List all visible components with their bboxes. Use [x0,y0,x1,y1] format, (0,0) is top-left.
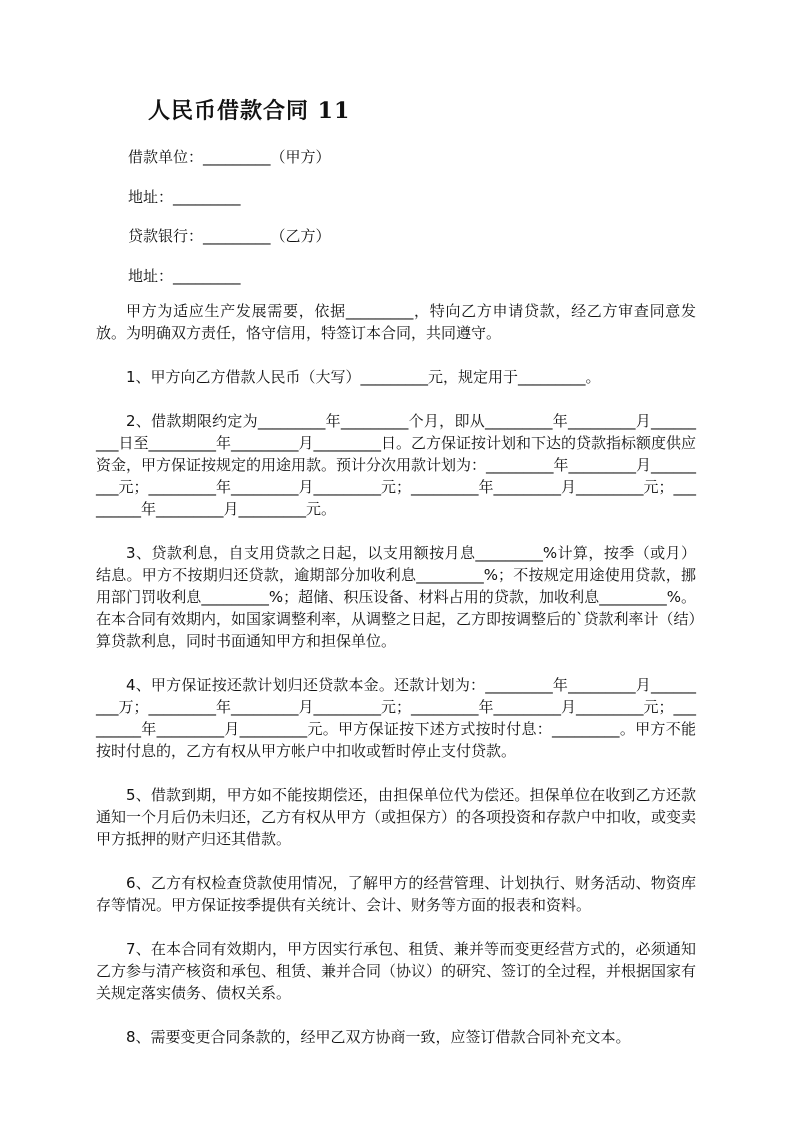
clause-7-paragraph: 7、在本合同有效期内，甲方因实行承包、租赁、兼并等而变更经营方式的，必须通知乙方参与清产核资和承包、租赁、兼并合同（协议）的研究、签订的全过程，并根据国家有关规定落实债务、债权关系。 [96,940,697,1002]
clause-2-paragraph: 2、借款期限约定为_________年_________个月，即从_________年_________月_________日至_________年_________月_________日。乙方保证按计划和下达的贷款指标额度供应资金，甲方保证按规定的用途用款。预计分次用款计划为：_________年_________月_________元；_________年_________月_________元；_________年_________月_________元；_________年_________月_________元。 [96,412,697,518]
contract-body [96,300,696,1070]
document-title: 人民币借款合同 11 [148,98,351,124]
clause-5-paragraph: 5、借款到期，甲方如不能按期偿还，由担保单位代为偿还。担保单位在收到乙方还款通知一个月后仍未归还，乙方有权从甲方（或担保方）的各项投资和存款户中扣收，或变卖甲方抵押的财产归还其借款。 [96,786,697,848]
preamble-paragraph: 甲方为适应生产发展需要，依据_________，特向乙方申请贷款，经乙方审查同意发放。为明确双方责任，恪守信用，特签订本合同，共同遵守。 [96,302,696,342]
clause-6-paragraph: 6、乙方有权检查贷款使用情况，了解甲方的经营管理、计划执行、财务活动、物资库存等情况。甲方保证按季提供有关统计、会计、财务等方面的报表和资料。 [96,874,696,914]
clause-3-paragraph: 3、贷款利息，自支用贷款之日起，以支用额按月息_________%计算，按季（或月）结息。甲方不按期归还贷款，逾期部分加收利息_________%；不按规定用途使用贷款，挪用部门罚收利息_________%；超储、积压设备、材料占用的贷款，加收利息_________%。在本合同有效期内，如国家调整利率，从调整之日起，乙方即按调整后的`贷款利率计（结）算贷款利息，同时书面通知甲方和担保单位。 [96,544,697,650]
lender-address-field: 地址：_________ [128,267,241,285]
clause-8-paragraph: 8、需要变更合同条款的，经甲乙双方协商一致，应签订借款合同补充文本。 [126,1028,631,1046]
borrower-field: 借款单位：_________（甲方） [128,148,331,166]
clause-1-paragraph: 1、甲方向乙方借款人民币（大写）_________元，规定用于_________。 [126,368,601,386]
borrower-address-field: 地址：_________ [128,188,241,206]
lender-bank-field: 贷款银行：_________（乙方） [128,227,331,245]
clause-4-paragraph: 4、甲方保证按还款计划归还贷款本金。还款计划为：_________年_________月_________万；_________年_________月_________元；_________年_________月_________元；_________年_________月_________元。甲方保证按下述方式按时付息：_________。甲方不能按时付息的，乙方有权从甲方帐户中扣收或暂时停止支付贷款。 [96,676,697,760]
